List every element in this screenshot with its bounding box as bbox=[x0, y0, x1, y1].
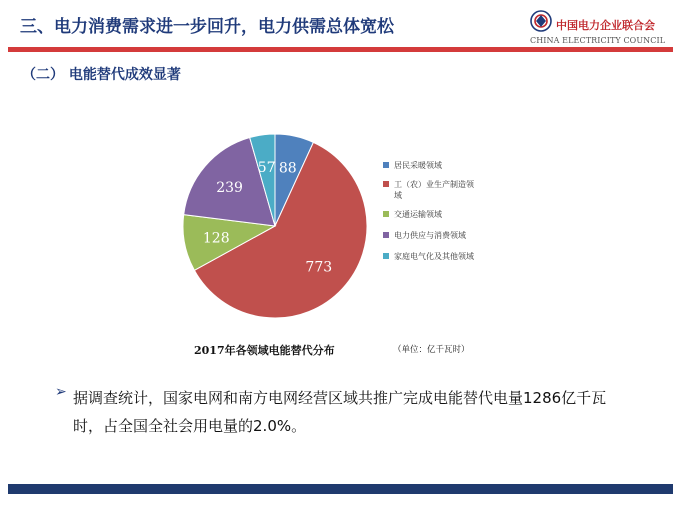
logo-name-cn: 中国电力企业联合会 bbox=[556, 19, 655, 32]
page-title: 三、电力消费需求进一步回升，电力供需总体宽松 bbox=[20, 17, 394, 37]
pie-data-label: 128 bbox=[202, 230, 230, 247]
legend-item bbox=[383, 160, 513, 171]
bullet-arrow-icon: ➢ bbox=[55, 384, 67, 400]
logo-name-en: CHINA ELECTRICITY COUNCIL bbox=[530, 36, 666, 45]
pie-data-label: 773 bbox=[305, 259, 333, 276]
legend-label: 家庭电气化及其他领域 bbox=[394, 252, 474, 261]
legend-item bbox=[383, 230, 513, 241]
legend-swatch bbox=[383, 181, 389, 187]
body-paragraph: 据调查统计，国家电网和南方电网经营区域共推广完成电能替代电量1286亿千瓦时，占全国全社会用电量的2.0%。 bbox=[73, 389, 607, 435]
legend-label: 电力供应与消费领域 bbox=[394, 231, 466, 240]
pie-data-label: 239 bbox=[216, 180, 243, 197]
section-subtitle: （二） 电能替代成效显著 bbox=[22, 67, 181, 83]
legend-swatch bbox=[383, 162, 389, 168]
legend-label: 交通运输领域 bbox=[394, 210, 442, 219]
legend-item bbox=[383, 209, 513, 220]
chart-legend bbox=[383, 160, 513, 262]
pie-data-label: 57 bbox=[257, 159, 276, 176]
pie-data-label: 88 bbox=[278, 160, 297, 177]
chart-unit: （单位：亿千瓦时） bbox=[393, 345, 470, 355]
legend-swatch bbox=[383, 211, 389, 217]
legend-label: 居民采暖领域 bbox=[394, 161, 442, 170]
legend-item bbox=[383, 179, 513, 201]
chart-title: 2017年各领域电能替代分布 bbox=[194, 344, 335, 357]
footer-bar bbox=[8, 484, 673, 494]
legend-item bbox=[383, 251, 513, 262]
legend-swatch bbox=[383, 253, 389, 259]
legend-swatch bbox=[383, 232, 389, 238]
legend-label: 工（农）业生产制造领 bbox=[394, 180, 474, 189]
legend-label: 域 bbox=[394, 191, 402, 200]
